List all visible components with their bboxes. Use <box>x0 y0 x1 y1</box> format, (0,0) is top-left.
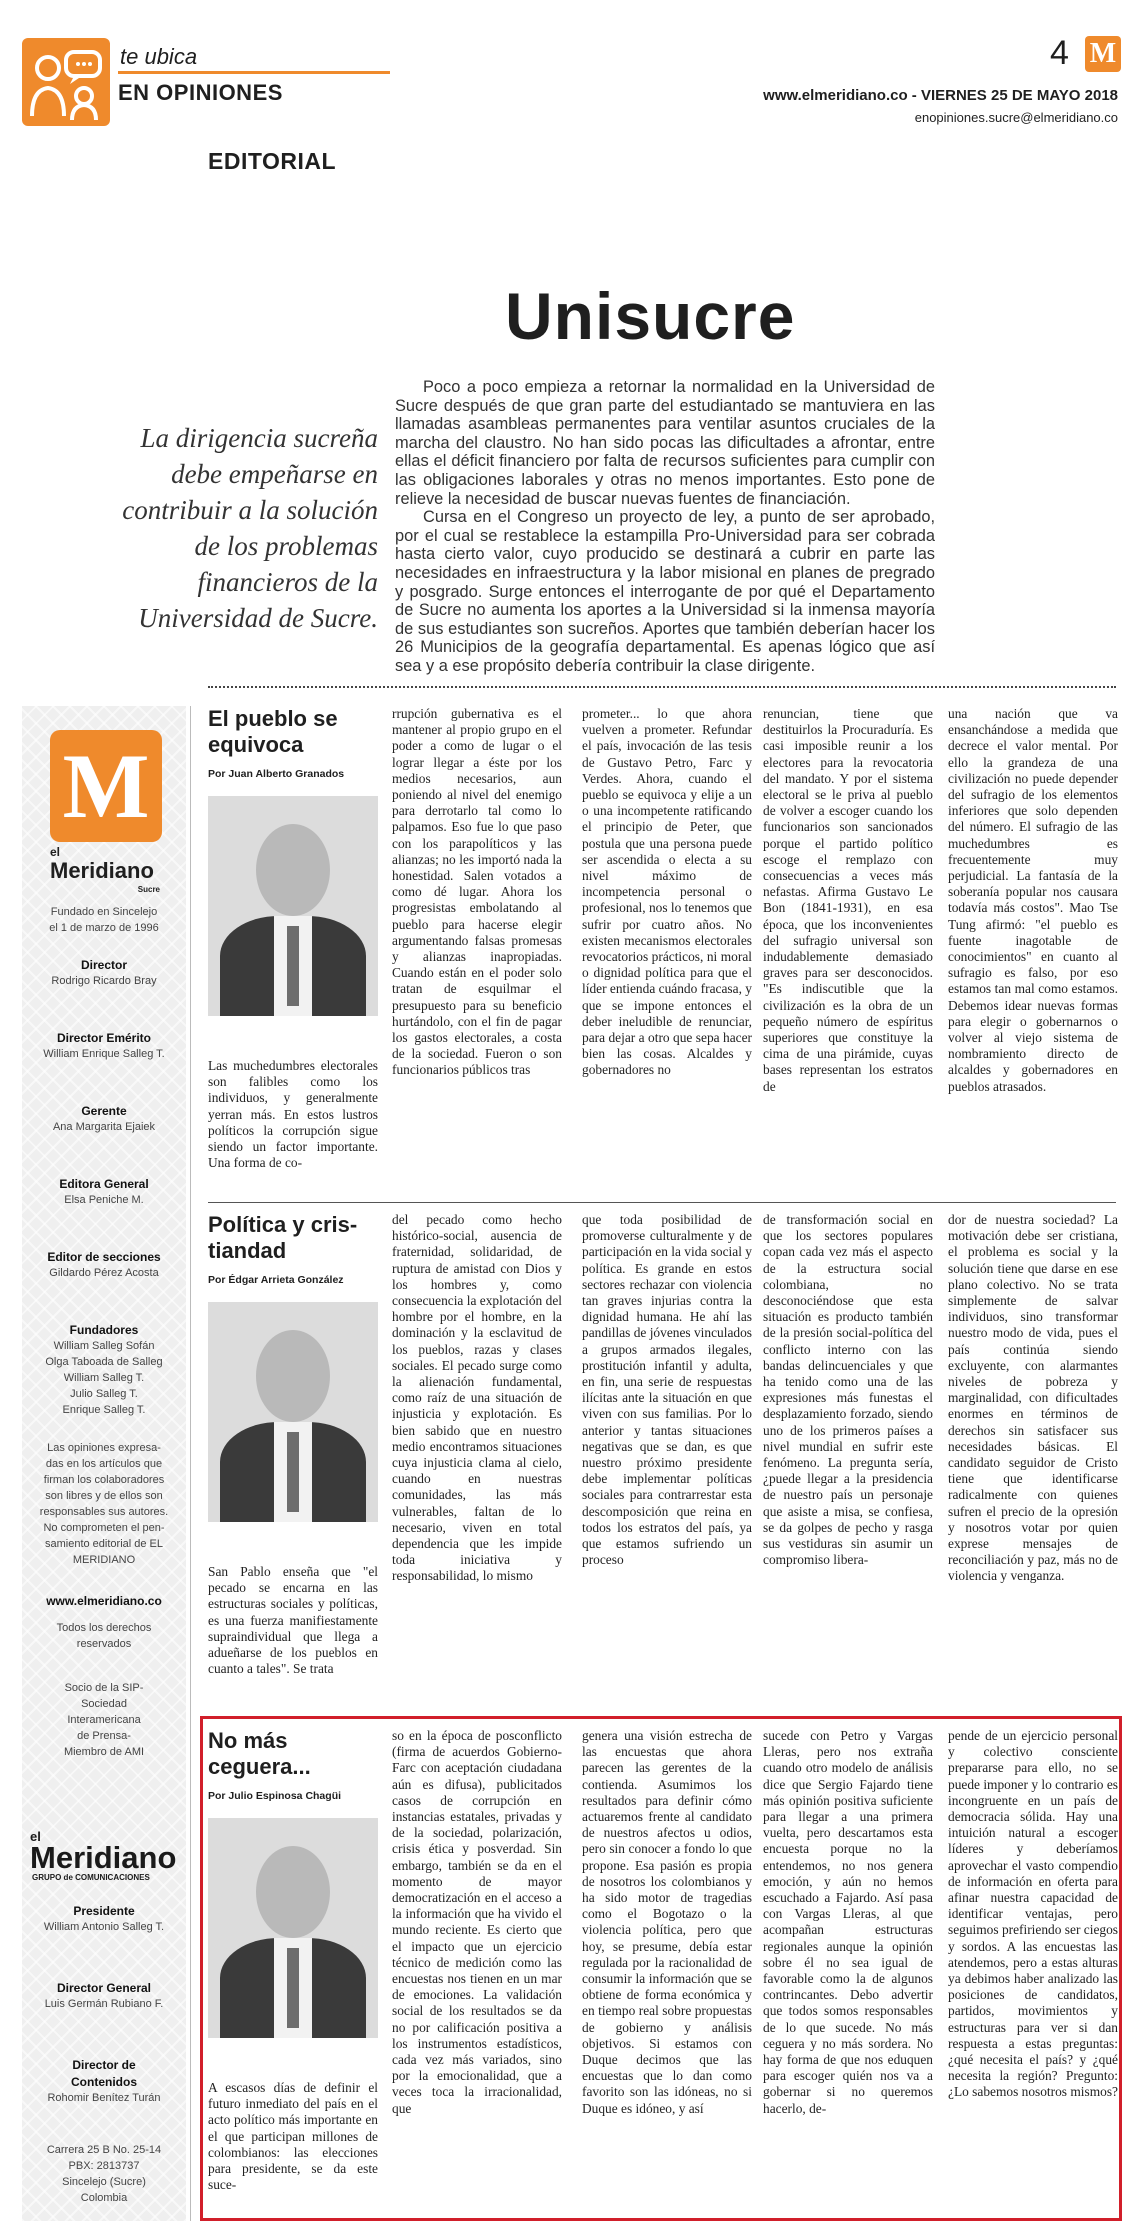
masthead-role-title: Director Emérito <box>56 1031 152 1045</box>
article-column: Las muchedumbres electorales son falibles como los individuos, y generalmente yerran más. En estos lustros políticos la corrupción sigue siendo un factor importante. Una forma de co- <box>208 1058 378 1171</box>
article-byline: Por Édgar Arrieta González <box>208 1274 344 1286</box>
masthead-role-title: Director de <box>72 2058 136 2072</box>
article-column: dor de nuestra sociedad? La motivación debe ser cristiana, el problema es social y la solución tiene que darse en ese plano colectivo. No se trata simplemente de salvar individuos, sino transformar nuestro modo de vida, pues el país continúa siendo excluyente, con alarmantes niveles de pobreza y marginalidad, con dificultades enormes en términos de derechos sin satisfacer sus necesidades básicas. El candidato seguidor de Cristo tiene que identificarse radicalmente con quienes sufren el precio de la opresión y nosotros votar por quien exprese mensajes de reconciliación y paz, más no de violencia y venganza. <box>948 1212 1118 1584</box>
article-column: A escasos días de definir el futuro inmediato del país en el acto político más importante en el que participan millones de colombianos: las elecciones para presidente, se da este suce- <box>208 2080 378 2193</box>
article-column: que toda posibilidad de promoverse culturalmente y de participación en la vida social y política. Es grande en estos sectores rechazar con violencia tan graves injurias contra la dignidad humana. He ahí las pandillas de jóvenes vinculados a grupos armados ilegales, prostitución infantil y adulta, en fin, una serie de respuestas ilícitas ante la situación en que viven con sus familias. Por lo anterior y tantas situaciones negativas que se dan, es que nuestro próximo presidente debe implementar políticas sociales para contrarrestar esta descomposición que reina en todos los estratos del país, ya que estamos sufriendo un proceso <box>582 1212 752 1568</box>
group-brand-prefix: el <box>30 1829 41 1844</box>
columnist-photo <box>208 1302 378 1522</box>
section-logo <box>22 38 110 126</box>
masthead-text: Las opiniones expresa- <box>47 1442 161 1454</box>
article-column: prometer... lo que ahora vuelven a prometer. Refundar el país, invocación de las tesis de Gustavo Petro, Farc y Verdes. Ahora, cuando el pueblo se equivoca y elije a un o una incompetente ratificando el principio de Peter, que postula que una persona puede ser ascendida o electa a su nivel máximo de incompetencia personal o profesional, nos lo tenemos que sufrir por cuatro años. No existen mecanismos electorales revocatorios prácticos, ni moral o dignidad política para que el líder entienda cuándo fracasa, y que se impone entonces el deber ineludible de renunciar, para dejar a otro que sepa hacer bien las cosas. Alcaldes y gobernadores no <box>582 706 752 1078</box>
masthead-text: Colombia <box>80 2192 128 2204</box>
masthead-text: William Enrique Salleg T. <box>43 1048 165 1060</box>
article-title-line: Política y cris- <box>208 1212 358 1237</box>
columnist-photo <box>208 796 378 1016</box>
chat-people-icon <box>22 38 110 126</box>
masthead-brand-name: Meridiano <box>50 858 154 883</box>
masthead-brand-suffix: Sucre <box>137 885 160 894</box>
masthead-text: Sociedad <box>81 1698 127 1710</box>
masthead-text: Julio Salleg T. <box>70 1388 138 1400</box>
editorial-kicker: EDITORIAL <box>208 148 337 174</box>
masthead-text: samiento editorial de EL <box>44 1538 163 1550</box>
page-number: 4 <box>1050 34 1069 72</box>
masthead-text: Olga Taboada de Salleg <box>45 1356 163 1368</box>
masthead-text: firman los colaboradores <box>43 1474 165 1486</box>
sidebar-divider <box>190 706 191 2221</box>
masthead-text: William Antonio Salleg T. <box>43 1921 165 1933</box>
group-brand-label: GRUPO de COMUNICACIONES <box>32 1873 150 1882</box>
masthead-text: Elsa Peniche M. <box>64 1194 144 1206</box>
masthead-role-title: Fundadores <box>69 1323 139 1337</box>
masthead-role-title: www.elmeridiano.co <box>46 1594 162 1608</box>
article-title <box>208 706 383 758</box>
masthead-brand-prefix: el <box>50 845 61 859</box>
masthead-text: William Salleg Sofán <box>53 1340 155 1352</box>
masthead-role-title: Editora General <box>59 1177 149 1191</box>
masthead-text: Rodrigo Ricardo Bray <box>51 975 157 987</box>
masthead-text: Fundado en Sincelejo <box>50 906 158 918</box>
highlight-box <box>200 1716 1122 2221</box>
masthead-text: Miembro de AMI <box>63 1746 145 1758</box>
editorial-pullquote: La dirigencia sucreña debe empeñarse en contribuir a la solución de los problemas financieros de la Universidad de Sucre. <box>122 423 378 633</box>
article-title-line: equivoca <box>208 732 304 757</box>
masthead-text: Rohomir Benítez Turán <box>47 2092 161 2104</box>
section-rule <box>118 71 390 74</box>
editorial-title: Unisucre <box>505 279 796 353</box>
article-column: una nación que va ensanchándose a medida que decrece el valor mental. Por ello la grandeza de una civilización no puede depender del sufragio de los elementos inferiores que solo dependen del número. El sufragio de las muchedumbres es frecuentemente muy perjudicial. La fantasía de la soberanía popular nos causara todavía más costos". Mao Tse Tung afirmó: "el pueblo es fuente inagotable de conocimientos" en cuanto al sufragio es falso, por eso estamos tan mal como estamos. Debemos idear nuevas formas para elegir o gobernarnos o volver al viejo sistema de nombramiento directo de alcaldes y gobernadores en pueblos atrasados. <box>948 706 1118 1094</box>
editorial-paragraph: Poco a poco empieza a retornar la normalidad en la Universidad de Sucre después de que gran parte del estudiantado se mantuviera en las llamadas asambleas permanentes para ventilar asuntos cruciales de la marcha del claustro. No han sido pocas las dificultades a afrontar, entre ellas el déficit financiero por falta de recursos suficientes para cumplir con las obligaciones laborales y otras no menos importantes. Esto pone de relieve la necesidad de buscar nuevas fuentes de financiación. <box>395 378 935 508</box>
masthead-text: Gildardo Pérez Acosta <box>49 1267 159 1279</box>
masthead-text: PBX: 2813737 <box>68 2160 140 2172</box>
masthead-text: Sincelejo (Sucre) <box>62 2176 146 2188</box>
masthead-text: Carrera 25 B No. 25-14 <box>46 2144 162 2156</box>
article-column: San Pablo enseña que "el pecado se encarna en las estructuras sociales y políticas, es una fuerza manifiestamente supraindividual que llega a adueñarse de los pueblos en cuanto a tales". Se trata <box>208 1564 378 1677</box>
section-email: enopiniones.sucre@elmeridiano.co <box>914 110 1118 125</box>
article-title-line: ceguera... <box>208 1754 311 1779</box>
masthead-role-title: Presidente <box>73 1904 135 1918</box>
masthead-text: MERIDIANO <box>72 1554 136 1566</box>
article-column: sucede con Petro y Vargas Lleras, pero nos extraña cuando otro modelo de análisis dice que Sergio Fajardo tiene más opinión positiva suficiente para llegar a una primera vuelta, pero descartamos esta encuesta porque no la entendemos, no nos genera emoción, y aún no hemos escuchado a Fajardo. Así pasa con Vargas Lleras, al que acompañan estructuras regionales aunque la opinión sobre él no sea igual de favorable como la de algunos contrincantes. Debo advertir que todos somos responsables de lo que sucede. No más ceguera y no más sordera. No hay forma de que nos eduquen para escoger quién nos va a gobernar si no queremos hacerlo, de- <box>763 1728 933 2116</box>
article-divider <box>208 1202 1116 1203</box>
masthead-text: Enrique Salleg T. <box>62 1404 146 1416</box>
masthead-text: el 1 de marzo de 1996 <box>49 922 159 934</box>
masthead-logo: M <box>50 730 162 842</box>
article-title-line: No más <box>208 1728 288 1753</box>
article-column: so en la época de posconflicto (firma de acuerdos Gobierno- Farc con aceptación ciudadana aún es difusa), publicitados casos de corrupción en instancias estatales, privadas y de la sociedad, polarización, crisis ética y posverdad. Sin embargo, también se da en el momento de mayor democratización en el acceso a la información que ha vivido el mundo reciente. Es cierto que el impacto que un ejercicio técnico de medición como las encuestas nos tienen en un mar de emociones. La validación social de los resultados se da no por calificación positiva a los instrumentos estadísticos, cada vez más variados, sino por la emocionalidad, que a veces toca la irracionalidad, que <box>392 1728 562 2116</box>
masthead-text: das en los artículos que <box>45 1458 163 1470</box>
group-brand-name: Meridiano <box>30 1840 177 1875</box>
masthead-text: Ana Margarita Ejaiek <box>52 1121 156 1133</box>
group-brand <box>30 1830 190 1883</box>
section-name: EN OPINIONES <box>118 80 283 105</box>
masthead-text: Luis Germán Rubiano F. <box>44 1998 164 2010</box>
masthead-role-title: Contenidos <box>71 2075 137 2089</box>
page-logo: M <box>1085 36 1121 72</box>
masthead-text: Todos los derechos <box>56 1622 152 1634</box>
masthead-role-title: Editor de secciones <box>47 1250 161 1264</box>
masthead-text: son libres y de ellos son <box>45 1490 163 1502</box>
article-column: genera una visión estrecha de las encuestas que ahora parecen las gerentes de la contienda. Asumimos los resultados para definir cómo actuaremos frente al candidato de nuestros afectos u odios, pero sin conocer a fondo lo que propone. Esa pasión es propia de nosotros los colombianos y ha sido motor de tragedias como el Bogotazo o la violencia política, pero que hoy, se presume, debía estar regulada por la racionalidad de consumir la información que se obtiene de forma económica y en tiempo real sobre propuestas de gobierno y análisis objetivos. Si estamos con Duque decimos que las encuestas que lo dan como favorito son las idóneas, no si Duque es idóneo, y así <box>582 1728 752 2116</box>
article-column: pende de un ejercicio personal y colectivo consciente prepararse para ello, no se puede imponer y lo contrario es incongruente en un país de democracia sólida. Hay una intuición natural a escoger líderes y deberíamos aprovechar el vasto compendio de información en oferta para afinar nuestra capacidad de identificar ventajas, pero seguimos prefiriendo ser ciegos y sordos. A las encuestas las atendemos, pero a estas alturas ya debimos haber analizado las posiciones de candidatos, partidos, movimientos y estructuras para ver si dan respuesta a estas preguntas: ¿qué necesita el país? y ¿qué necesita la región? Pregunto: ¿Lo sabemos nosotros mismos? <box>948 1728 1118 2100</box>
masthead-text: de Prensa- <box>77 1730 131 1742</box>
article-column: de transformación social en que los sectores populares copan cada vez más el aspecto de la estructura social colombiana, no desconociéndose que esta situación es producto también de la presión social-política del conflicto interno con las bandas delincuenciales y que ha tenido como una de las expresiones más funestas el desplazamiento forzado, siendo uno de los primeros países a nivel mundial en sufrir este fenómeno. La pregunta sería, ¿puede llegar a la presidencia de nuestro país un personaje que asiste a misa, se confiesa, se da golpes de pecho y rasga sus vestiduras sin asumir un compromiso libera- <box>763 1212 933 1568</box>
masthead-text: responsables sus autores. <box>39 1506 169 1518</box>
article-title <box>208 1212 383 1264</box>
article-column: rrupción gubernativa es el mantener al propio grupo en el poder a como de lugar o el lograr llegar a éste por los medios necesarios, aun poniendo al nivel del enemigo para derrotarlo tal como lo palpamos. Eso fue lo que paso con los parapolíticos y las alianzas; no les importó nada la honestidad. Salen votados a como dé lugar. Ahora los progresistas embolatando al pueblo para hacerse elegir argumentando falsas promesas y alianzas inapropiadas. Cuando están en el poder solo tratan de esquilmar el presupuesto para su beneficio hurtándolo, con el fin de pagar los gastos electorales, a costa de la sociedad. Fueron o son funcionarios públicos tras <box>392 706 562 1078</box>
article-byline: Por Juan Alberto Granados <box>208 768 345 780</box>
editorial-body <box>395 378 935 676</box>
article-byline: Por Julio Espinosa Chagüi <box>208 1790 342 1802</box>
editorial-divider <box>208 686 1116 688</box>
section-kicker: te ubica <box>120 44 198 69</box>
masthead-text: reservados <box>76 1638 132 1650</box>
article-column: renuncian, tiene que destituirlos la Procuraduría. Es casi imposible reunir a los electores para la revocatoria del mandato. Y por el sistema electoral se le priva al pueblo de volver a escoger cuando los funcionarios son sancionados porque el partido político escoge el remplazo con consecuencias a veces más nefastas. Afirma Gustavo Le Bon (1841-1931), en esa época, que los inconvenientes del sufragio universal son indudablemente demasiado graves para ser desconocidos. "Es indiscutible que la civilización es la obra de un pequeño número de espíritus superiores que constituye la cima de una pirámide, cuyas bases representan los estratos de <box>763 706 933 1094</box>
article-column: del pecado como hecho histórico-social, ausencia de fraternidad, solidaridad, de ruptura de amistad con Dios y los hombres y, como consecuencia la explotación del hombre por el hombre, en la dominación y la esclavitud de los pueblos, razas y clases sociales. El pecado surge como la alienación fundamental, como raíz de una situación de injusticia y explotación. Es bien sabido que en nuestro medio encontramos situaciones cuya injusticia clama al cielo, cuando en nuestras comunidades, las más vulnerables, faltan de lo necesario, viven en total dependencia que les impide toda iniciativa y responsabilidad, lo mismo <box>392 1212 562 1584</box>
masthead-text: No comprometen el pen- <box>43 1522 165 1534</box>
article-title-line: El pueblo se <box>208 706 338 731</box>
masthead-brand <box>50 846 180 896</box>
article-title-line: tiandad <box>208 1238 287 1263</box>
masthead-text: William Salleg T. <box>63 1372 145 1384</box>
dateline: www.elmeridiano.co - VIERNES 25 DE MAYO 2018 <box>763 87 1118 104</box>
masthead-role-title: Gerente <box>81 1104 127 1118</box>
masthead-role-title: Director <box>80 958 127 972</box>
masthead-role-title: Director General <box>56 1981 152 1995</box>
masthead-text: Interamericana <box>67 1714 141 1726</box>
editorial-paragraph: Cursa en el Congreso un proyecto de ley, a punto de ser aprobado, por el cual se restablece la estampilla Pro-Universidad para ser cobrada hasta cierto valor, cuyo producido se destinará a cubrir en parte las necesidades en infraestructura y la labor misional en planes de pregrado y posgrado. Surge entonces el interrogante de por qué el Departamento de Sucre no aumenta los aportes a la Universidad si la inmensa mayoría de sus estudiantes son sucreños. Aportes que también deberían hacer los 26 Municipios de la geografía departamental. Es apenas lógico que así sea y a ese propósito debería contribuir la clase dirigente. <box>395 508 935 675</box>
masthead-text: Socio de la SIP- <box>64 1682 144 1694</box>
